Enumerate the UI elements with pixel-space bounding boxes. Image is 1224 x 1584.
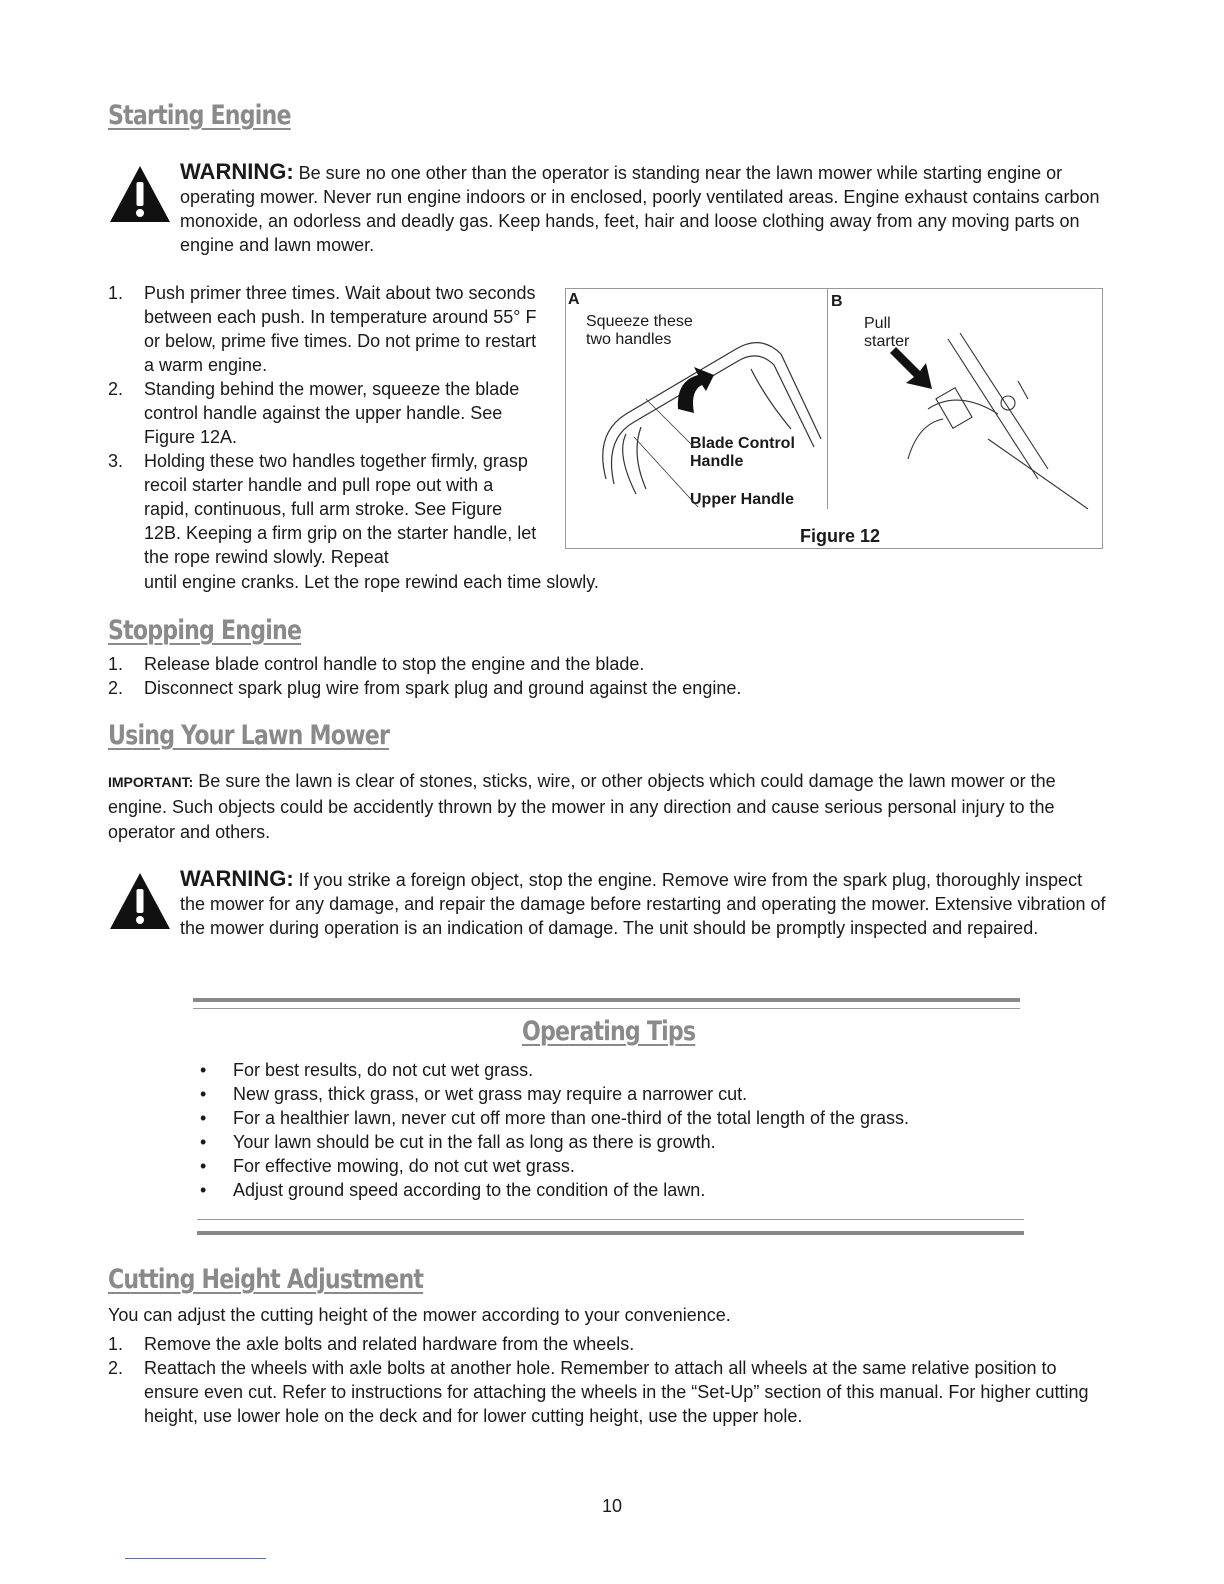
warning-body: Be sure no one other than the operator is standing near the lawn mower while starting engine or operating mower. Never run engine indoors or in enclosed, poorly ventilated areas. Engine exhaust contains carbon monoxide, an odorless and deadly gas. Keep hands, feet, hair and loose clothing away from any moving parts on engine and lawn mower.	[180, 163, 1100, 255]
bullet: •	[200, 1108, 207, 1128]
list-item	[200, 1130, 909, 1154]
bullet: •	[200, 1060, 207, 1080]
list-item	[108, 676, 1108, 700]
figure-12	[565, 288, 1103, 549]
step-number: 1.	[108, 1334, 124, 1354]
operating-tips-list	[200, 1058, 909, 1202]
step-text: Remove the axle bolts and related hardware from the wheels.	[144, 1334, 635, 1354]
step-number: 1.	[108, 654, 124, 674]
panel-b-label: B	[831, 293, 843, 310]
page-number: 10	[601, 1496, 623, 1516]
list-item	[108, 1356, 1108, 1428]
tip-text: For a healthier lawn, never cut off more than one-third of the total length of the grass.	[233, 1108, 910, 1128]
tip-text: Adjust ground speed according to the condition of the lawn.	[233, 1180, 706, 1200]
tip-text: For best results, do not cut wet grass.	[233, 1060, 534, 1080]
list-item	[108, 1332, 1108, 1356]
important-note	[108, 769, 1108, 845]
tips-top-rule-thick	[193, 998, 1020, 1002]
bullet: •	[200, 1156, 207, 1176]
starting-warning	[108, 160, 1108, 260]
step-number: 2.	[108, 379, 124, 399]
warning-body: If you strike a foreign object, stop the engine. Remove wire from the spark plug, thoroughly inspect the mower for any damage, and repair the damage before restarting and operating the mower. Extensive vibration of the mower during operation is an indication of damage. The unit should be promptly inspected and repaired.	[180, 870, 1106, 938]
starting-engine-heading: Starting Engine	[108, 100, 291, 131]
list-item	[200, 1058, 909, 1082]
blade-control-label: Blade Control Handle	[690, 435, 795, 470]
bullet: •	[200, 1180, 207, 1200]
tip-text: For effective mowing, do not cut wet grass.	[233, 1156, 575, 1176]
step-text: Holding these two handles together firmly, grasp recoil starter handle and pull rope out with a rapid, continuous, full arm stroke. See Figure 12B. Keeping a firm grip on the starter handle, let the rope rewind slowly. Repeat	[144, 451, 537, 567]
squeeze-label: Squeeze these two handles	[586, 313, 693, 348]
stopping-engine-heading: Stopping Engine	[108, 615, 302, 646]
list-item	[108, 377, 538, 449]
foreign-object-warning-text	[180, 867, 1110, 940]
using-mower-heading: Using Your Lawn Mower	[108, 720, 390, 751]
footer-line	[125, 1558, 266, 1559]
step-number: 2.	[108, 1358, 124, 1378]
tip-text: Your lawn should be cut in the fall as long as there is growth.	[233, 1132, 716, 1152]
pull-starter-label: Pull starter	[864, 315, 910, 350]
step-text: Standing behind the mower, squeeze the blade control handle against the upper handle. See Figure 12A.	[144, 379, 520, 447]
list-item	[200, 1106, 909, 1130]
handle-illustration	[586, 329, 826, 519]
step-number: 2.	[108, 678, 124, 698]
list-item	[200, 1082, 909, 1106]
step-number: 3.	[108, 451, 124, 471]
step-text: Reattach the wheels with axle bolts at another hole. Remember to attach all wheels at the same relative position to ensure even cut. Refer to instructions for attaching the wheels in the “Set-Up” section of this manual. For higher cutting height, use lower hole on the deck and for lower cutting height, use the upper hole.	[144, 1358, 1089, 1426]
list-item	[108, 652, 1108, 676]
figure-caption: Figure 12	[800, 526, 881, 546]
foreign-object-warning	[108, 867, 1108, 967]
step-number: 1.	[108, 283, 124, 303]
bullet: •	[200, 1132, 207, 1152]
step-3-continuation: until engine cranks. Let the rope rewind each time slowly.	[144, 572, 599, 592]
starting-warning-text	[180, 160, 1110, 257]
starting-steps	[108, 281, 538, 569]
tips-top-rule-thin	[193, 1008, 1020, 1009]
warning-label: WARNING:	[180, 866, 294, 891]
starter-illustration	[848, 319, 1098, 519]
important-text: Be sure the lawn is clear of stones, sticks, wire, or other objects which could damage the lawn mower or the engine. Such objects could be accidently thrown by the mower in any direction and cause serious personal injury to the operator and others.	[108, 771, 1056, 842]
step-text: Disconnect spark plug wire from spark plug and ground against the engine.	[144, 678, 742, 698]
tip-text: New grass, thick grass, or wet grass may require a narrower cut.	[233, 1084, 748, 1104]
stopping-steps	[108, 652, 1108, 700]
warning-triangle-icon	[108, 871, 172, 931]
figure-divider	[827, 289, 828, 509]
tips-bottom-rule-thick	[197, 1231, 1024, 1235]
bullet: •	[200, 1084, 207, 1104]
cutting-intro: You can adjust the cutting height of the mower according to your convenience.	[108, 1305, 731, 1325]
list-item	[200, 1178, 909, 1202]
tips-bottom-rule-thin	[197, 1219, 1024, 1220]
list-item	[200, 1154, 909, 1178]
list-item	[108, 449, 538, 569]
list-item	[108, 281, 538, 377]
warning-triangle-icon	[108, 164, 172, 224]
important-label: IMPORTANT:	[108, 774, 194, 790]
cutting-height-heading: Cutting Height Adjustment	[108, 1264, 424, 1295]
operating-tips-heading: Operating Tips	[522, 1016, 696, 1047]
step-text: Release blade control handle to stop the engine and the blade.	[144, 654, 645, 674]
step-text: Push primer three times. Wait about two seconds between each push. In temperature around 55° F or below, prime five times. Do not prime to restart a warm engine.	[144, 283, 537, 375]
warning-label: WARNING:	[180, 159, 294, 184]
cutting-steps	[108, 1332, 1108, 1428]
panel-a-label: A	[568, 291, 580, 308]
upper-handle-label: Upper Handle	[690, 491, 795, 508]
